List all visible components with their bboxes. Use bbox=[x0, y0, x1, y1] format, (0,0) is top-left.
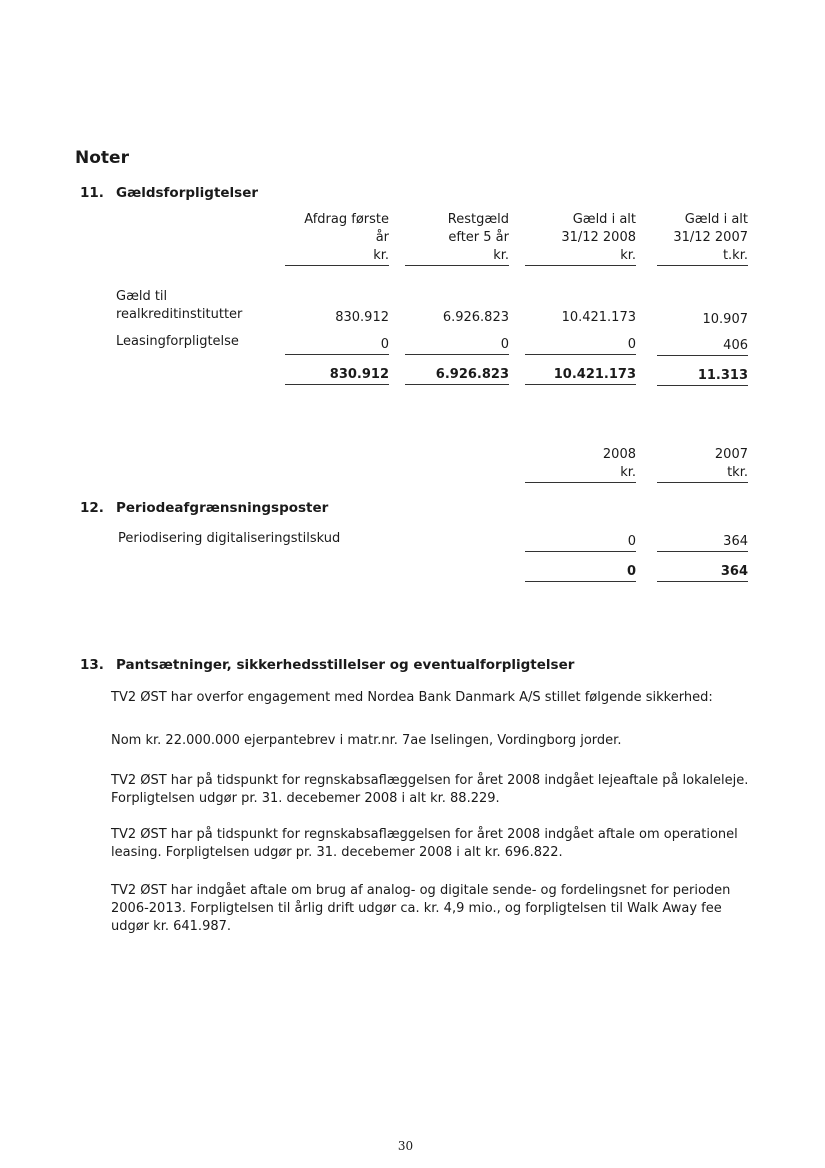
paragraph: TV2 ØST har overfor engagement med Nordea Bank Danmark A/S stillet følgende sikkerhed: bbox=[111, 690, 713, 705]
col-header-restgaeld: Restgæld efter 5 år kr. bbox=[405, 211, 509, 266]
table-cell: 830.912 bbox=[335, 310, 389, 325]
paragraph: TV2 ØST har på tidspunkt for regnskabsaflæggelsen for året 2008 indgået aftale om operationel leasing. Forpligtelsen udgør pr. 31. decebemer 2008 i alt kr. 696.822. bbox=[111, 827, 738, 860]
table-cell: 364 bbox=[657, 533, 748, 552]
table-cell: 0 bbox=[525, 336, 636, 355]
row-label-leasing: Leasingforpligtelse bbox=[116, 334, 239, 349]
paragraph: TV2 ØST har indgået aftale om brug af analog- og digitale sende- og fordelingsnet for perioden 2006-2013. Forpligtelsen til årlig drift udgør ca. kr. 4,9 mio., og forpligtelsen til Walk Away fee udgør kr. 641.987. bbox=[111, 883, 731, 934]
note-13-number: 13. bbox=[80, 657, 104, 673]
table-cell: 10.907 bbox=[702, 312, 748, 327]
note-12-title: Periodeafgrænsningsposter bbox=[116, 500, 329, 516]
total-cell: 6.926.823 bbox=[405, 366, 509, 385]
col-header-gaeld-2008: Gæld i alt 31/12 2008 kr. bbox=[525, 211, 636, 266]
col-header-afdrag: Afdrag første år kr. bbox=[285, 211, 389, 266]
paragraph: TV2 ØST har på tidspunkt for regnskabsaflæggelsen for året 2008 indgået lejeaftale på lokaleleje. Forpligtelsen udgør pr. 31. decebemer 2008 i alt kr. 88.229. bbox=[111, 773, 749, 806]
page-number: 30 bbox=[397, 1139, 414, 1153]
row-label-realkredit: Gæld til realkreditinstitutter bbox=[116, 289, 243, 322]
total-cell: 0 bbox=[525, 563, 636, 582]
note-11-title: Gældsforpligtelser bbox=[116, 185, 259, 201]
page-title: Noter bbox=[75, 148, 129, 168]
note-12-heading bbox=[80, 500, 328, 516]
table-cell: 406 bbox=[657, 337, 748, 356]
table-cell: 0 bbox=[405, 336, 509, 355]
total-cell: 830.912 bbox=[285, 366, 389, 385]
note-11-heading bbox=[80, 185, 258, 201]
note-11-number: 11. bbox=[80, 185, 104, 201]
note-12-number: 12. bbox=[80, 500, 104, 516]
total-cell: 11.313 bbox=[657, 367, 748, 386]
total-cell: 10.421.173 bbox=[525, 366, 636, 385]
paragraph: Nom kr. 22.000.000 ejerpantebrev i matr.nr. 7ae Iselingen, Vordingborg jorder. bbox=[111, 733, 622, 748]
col-header-gaeld-2007: Gæld i alt 31/12 2007 t.kr. bbox=[657, 211, 748, 266]
note-13-heading bbox=[80, 657, 574, 673]
table-cell: 6.926.823 bbox=[442, 310, 509, 325]
col-header-2008: 2008 kr. bbox=[525, 446, 636, 483]
table-cell: 0 bbox=[285, 336, 389, 355]
row-label-periodisering: Periodisering digitaliseringstilskud bbox=[118, 531, 341, 546]
table-cell: 0 bbox=[525, 533, 636, 552]
note-13-title: Pantsætninger, sikkerhedsstillelser og eventualforpligtelser bbox=[116, 657, 575, 673]
total-cell: 364 bbox=[657, 563, 748, 582]
table-cell: 10.421.173 bbox=[561, 310, 636, 325]
col-header-2007: 2007 tkr. bbox=[657, 446, 748, 483]
